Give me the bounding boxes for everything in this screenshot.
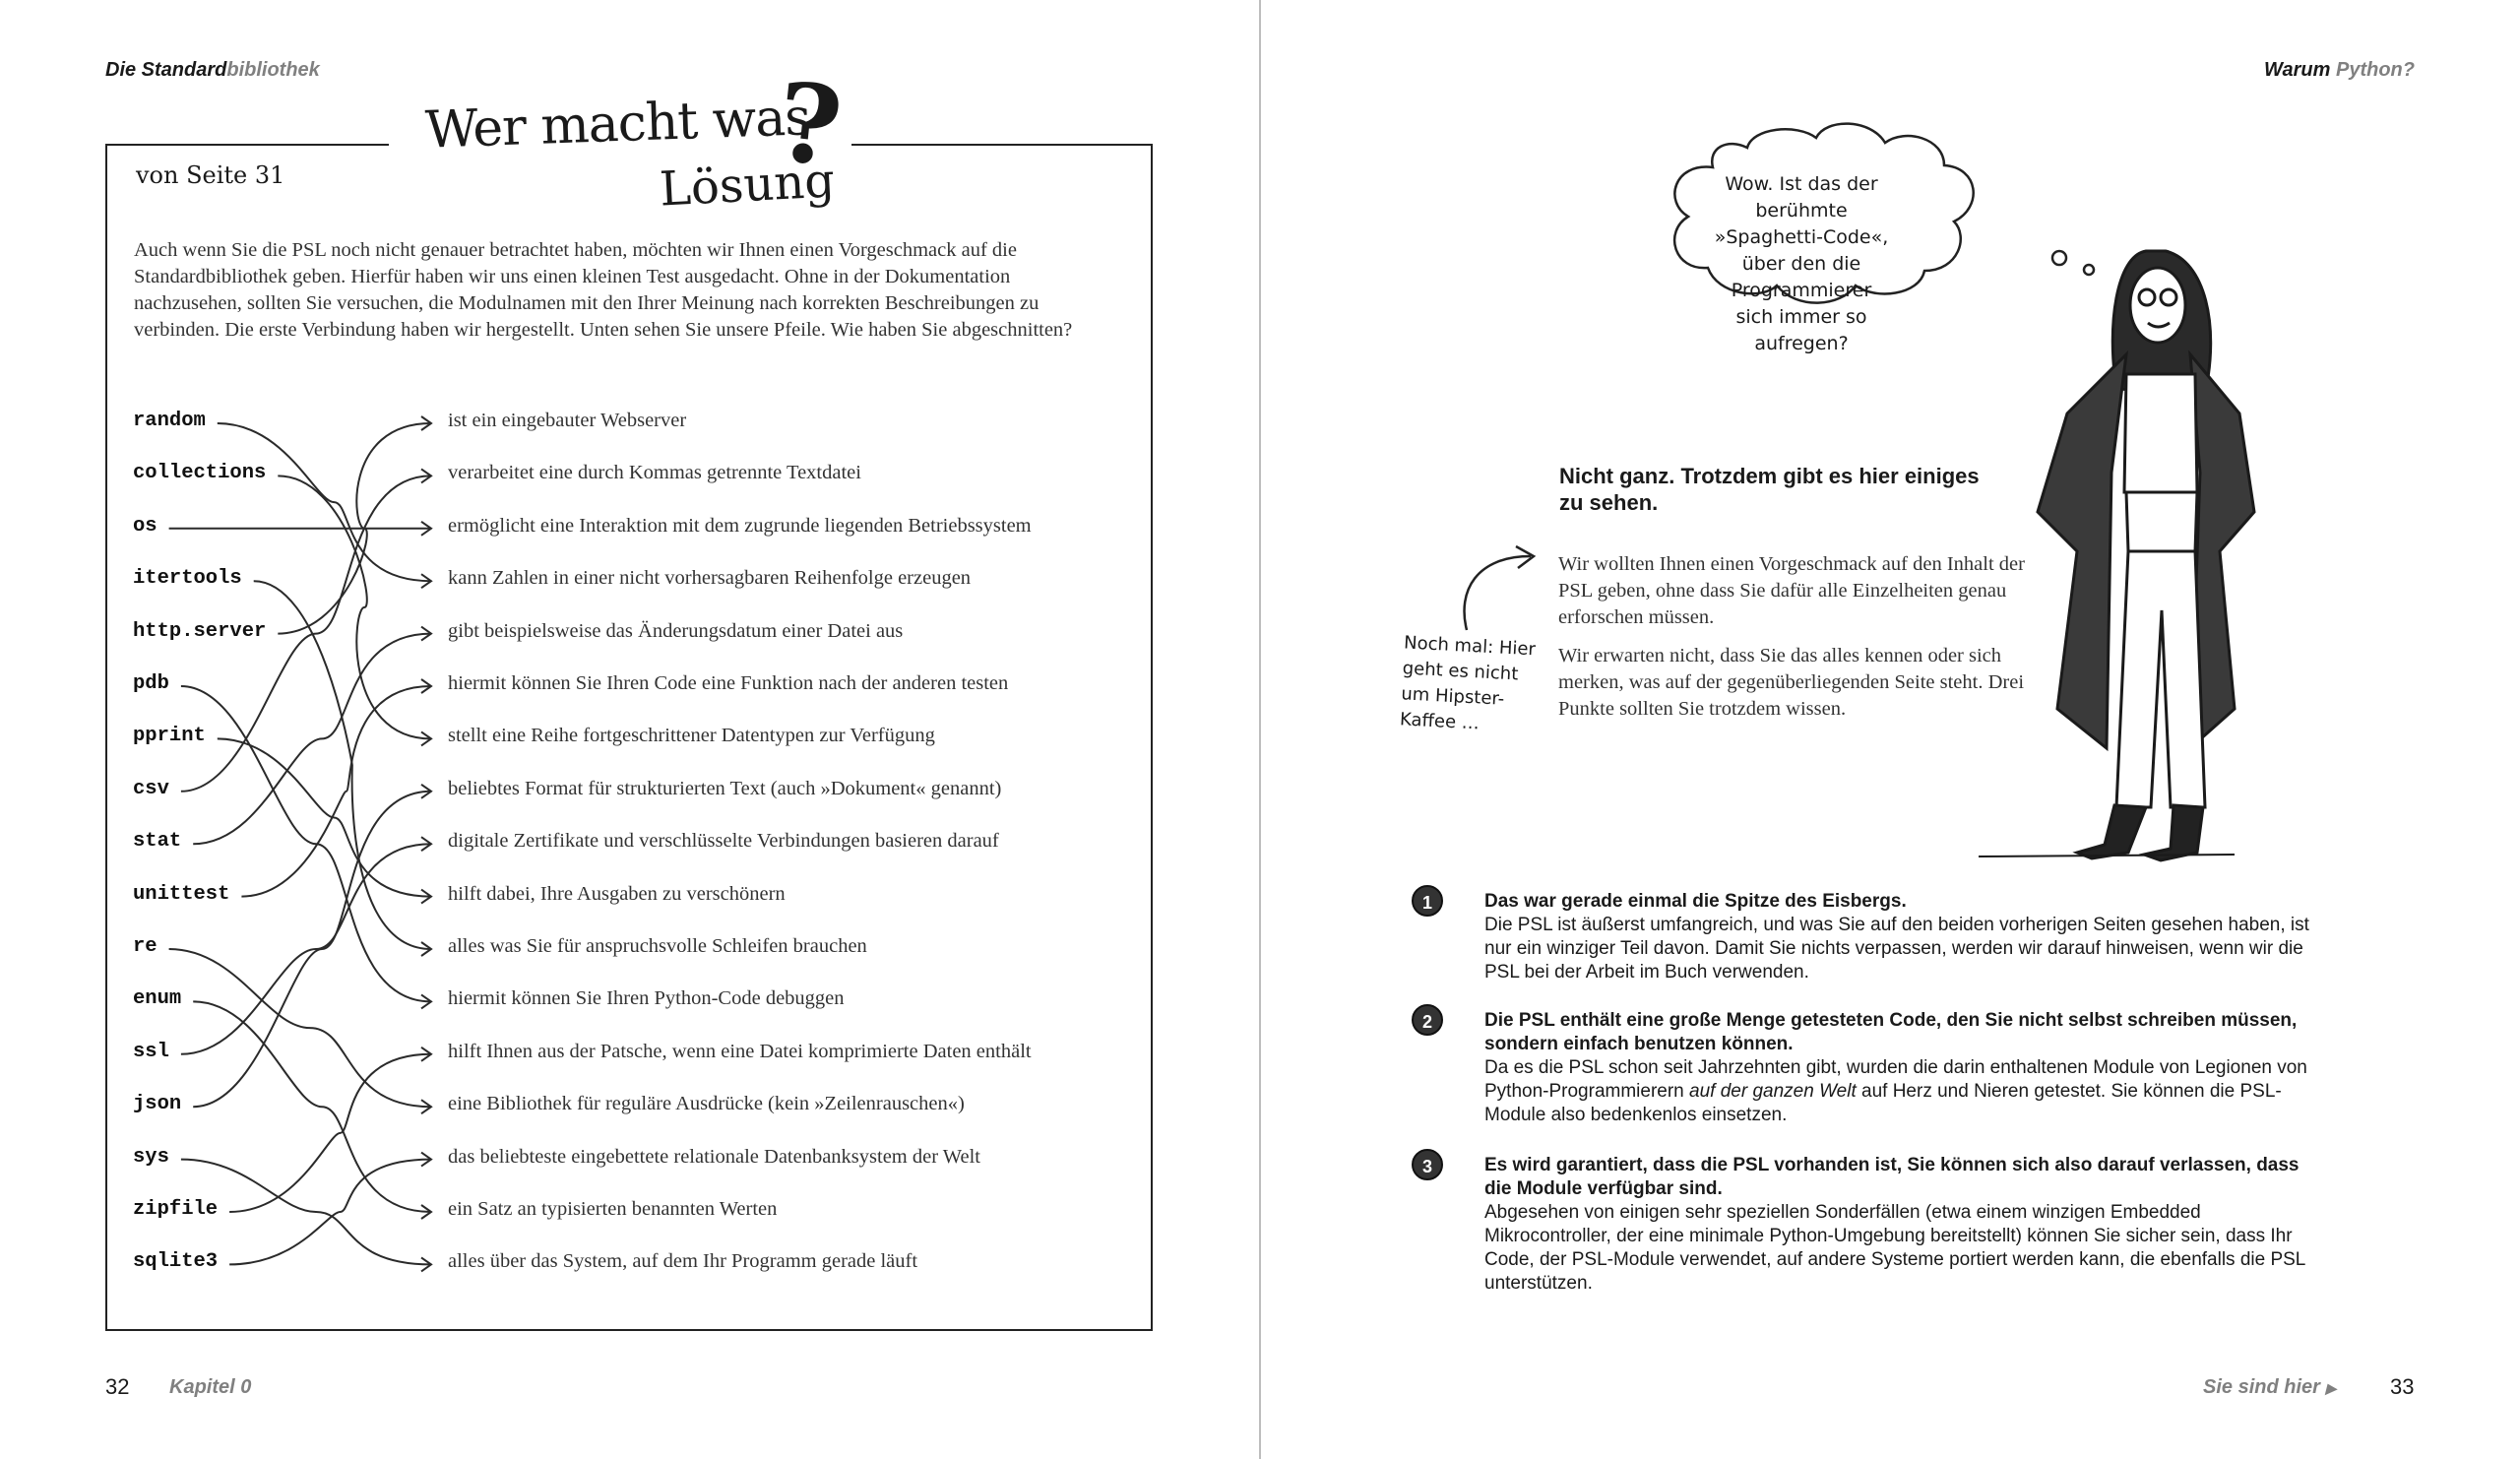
description-item: hilft dabei, Ihre Ausgaben zu verschönern	[448, 882, 786, 905]
point-3-badge: 3	[1412, 1149, 1443, 1180]
module-itertools: itertools	[133, 567, 242, 591]
paragraph-1: Wir wollten Ihnen einen Vorgeschmack auf den Inhalt der PSL geben, ohne dass Sie dafür alle Einzelheiten genau erforschen müssen.	[1558, 553, 2025, 628]
section-heading: Nicht ganz. Trotzdem gibt es hier einiges zu sehen.	[1559, 464, 1980, 515]
point-2-title: Die PSL enthält eine große Menge getesteten Code, den Sie nicht selbst schreiben müssen, sondern einfach benutzen können.	[1484, 1010, 2298, 1054]
description-item: verarbeitet eine durch Kommas getrennte Textdatei	[448, 462, 861, 484]
module-pprint: pprint	[133, 725, 206, 748]
description-item: stellt eine Reihe fortgeschrittener Datentypen zur Verfügung	[448, 725, 935, 747]
module-sqlite3: sqlite3	[133, 1250, 219, 1274]
module-ssl: ssl	[133, 1040, 169, 1063]
description-item: hiermit können Sie Ihren Code eine Funktion nach der anderen testen	[448, 672, 1009, 694]
quiz-intro: Auch wenn Sie die PSL noch nicht genauer betrachtet haben, möchten wir Ihnen einen Vorgeschmack auf die Standardbibliothek geben. Hierfür haben wir uns einen kleinen Test ausgedacht. Ohne in der Dokumentation nachzusehen, sollten Sie versuchen, die Modulnamen mit den Ihrer Meinung nach korrekten Beschreibungen zu verbinden. Die erste Verbindung haben wir hergestellt. Unten sehen Sie unsere Pfeile. Wie haben Sie abgeschnitten?	[134, 239, 1073, 341]
page-number-left: 32	[105, 1374, 130, 1399]
running-head-left-bold: Die Standard	[105, 59, 227, 81]
question-mark-glyph: ?	[771, 57, 849, 192]
module-zipfile: zipfile	[133, 1198, 219, 1221]
description-item: gibt beispielsweise das Änderungsdatum einer Datei aus	[448, 619, 904, 642]
module-http-server: http.server	[133, 619, 267, 643]
running-head-right-light: Python?	[2335, 59, 2415, 81]
module-random: random	[133, 410, 206, 432]
from-page-label: von Seite 31	[136, 161, 285, 189]
module-collections: collections	[133, 462, 267, 485]
description-item: beliebtes Format für strukturierten Text (auch »Dokument« genannt)	[448, 777, 1002, 799]
page-number-right: 33	[2390, 1374, 2415, 1399]
point-2-badge: 2	[1412, 1004, 1443, 1036]
point-1-title: Das war gerade einmal die Spitze des Eisbergs.	[1484, 891, 1907, 912]
module-re: re	[133, 935, 158, 958]
point-1-body: Die PSL ist äußerst umfangreich, und was Sie auf den beiden vorherigen Seiten gesehen haben, ist nur ein winziger Teil davon. Damit Sie nichts verpassen, werden wir darauf hinweisen, wenn wir die PSL bei der Arbeit im Buch verwenden.	[1484, 915, 2309, 983]
handwritten-note: Noch mal: Hier geht es nicht um Hipster-Kaffee …	[1399, 632, 1537, 734]
thought-bubble-text: Wow. Ist das der berühmte »Spaghetti-Code«, über den die Programmierer sich immer so aufregen?	[1714, 173, 1889, 354]
you-are-here-label	[2203, 1376, 2336, 1399]
module-enum: enum	[133, 987, 182, 1011]
module-stat: stat	[133, 830, 182, 854]
module-os: os	[133, 514, 158, 538]
point-1-badge: 1	[1412, 885, 1443, 917]
paragraph-2: Wir erwarten nicht, dass Sie das alles kennen oder sich merken, was auf der gegenüberliegenden Seite steht. Drei Punkte sollten Sie trotzdem wissen.	[1558, 645, 2025, 720]
description-item: hilft Ihnen aus der Patsche, wenn eine Datei komprimierte Daten enthält	[448, 1040, 1032, 1062]
point-2-body-b: auf Herz und Nieren getestet. Sie können die PSL-Module also bedenkenlos einsetzen.	[1484, 1081, 2282, 1125]
module-json: json	[133, 1093, 182, 1116]
point-2-body-em: auf der ganzen Welt	[1689, 1081, 1857, 1102]
point-3	[1484, 1154, 2311, 1296]
description-item: hiermit können Sie Ihren Python-Code debuggen	[448, 987, 845, 1010]
you-are-here-text: Sie sind hier	[2203, 1376, 2320, 1398]
point-2-body-a: Da es die PSL schon seit Jahrzehnten gibt, wurden die darin enthaltenen Module von Legionen von Python-Programmierern	[1484, 1057, 2307, 1102]
point-2-body	[1484, 1056, 2311, 1127]
point-1	[1484, 890, 2311, 984]
description-item: das beliebteste eingebettete relationale Datenbanksystem der Welt	[448, 1145, 981, 1168]
description-item: eine Bibliothek für reguläre Ausdrücke (kein »Zeilenrauschen«)	[448, 1093, 965, 1115]
note-arrow-icon	[1465, 546, 1534, 630]
description-item: ein Satz an typisierten benannten Werten	[448, 1198, 778, 1220]
description-item: digitale Zertifikate und verschlüsselte Verbindungen basieren darauf	[448, 830, 999, 853]
running-head-left-light: bibliothek	[226, 59, 320, 81]
description-item: alles über das System, auf dem Ihr Programm gerade läuft	[448, 1250, 918, 1273]
point-3-body: Abgesehen von einigen sehr speziellen Sonderfällen (etwa einem winzigen Embedded Mikrocontroller, der eine minimale Python-Umgebung bereitstellt) können Sie sicher sein, dass Ihr Code, der PSL-Module verwendet, auf andere Systeme portiert werden kann, die ebenfalls die PSL unterstützen.	[1484, 1202, 2305, 1294]
module-pdb: pdb	[133, 672, 169, 695]
module-unittest: unittest	[133, 882, 230, 906]
point-3-title: Es wird garantiert, dass die PSL vorhanden ist, Sie können sich also darauf verlassen, dass die Module verfügbar sind.	[1484, 1155, 2300, 1199]
triangle-right-icon: ▶	[2325, 1380, 2337, 1396]
quiz-title: Wer macht was	[424, 88, 811, 160]
description-item: ermöglicht eine Interaktion mit dem zugrunde liegenden Betriebssystem	[448, 514, 1032, 537]
quiz-subtitle: Lösung	[658, 153, 837, 218]
description-item: alles was Sie für anspruchsvolle Schleifen brauchen	[448, 935, 867, 957]
description-item: ist ein eingebauter Webserver	[448, 410, 687, 431]
module-sys: sys	[133, 1145, 169, 1169]
module-csv: csv	[133, 777, 169, 800]
chapter-label: Kapitel 0	[169, 1376, 252, 1398]
running-head-right-bold: Warum	[2264, 59, 2336, 81]
description-item: kann Zahlen in einer nicht vorhersagbaren Reihenfolge erzeugen	[448, 567, 972, 590]
point-2	[1484, 1009, 2311, 1127]
